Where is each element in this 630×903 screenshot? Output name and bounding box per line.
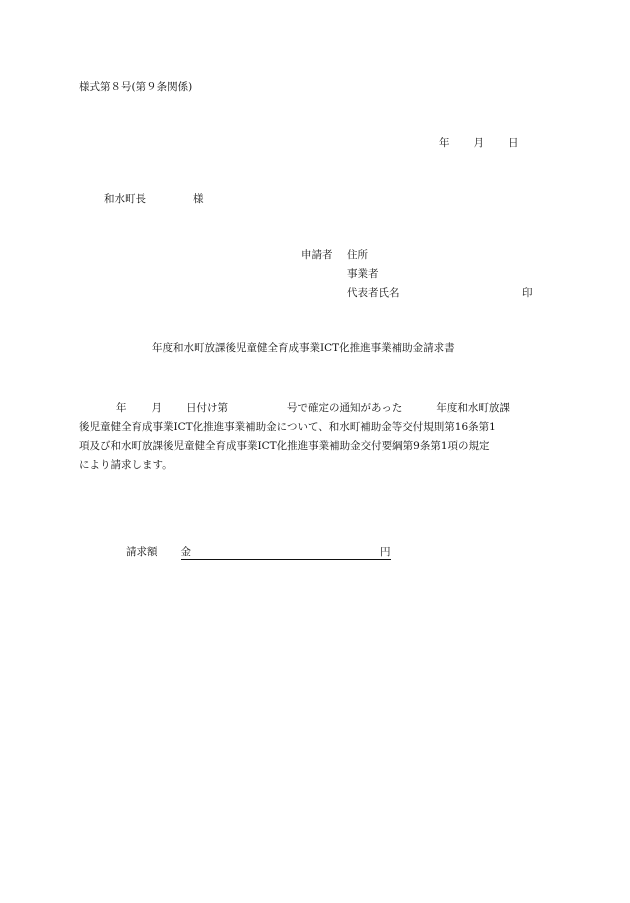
body-tail: 年度和水町放課	[436, 402, 510, 414]
addressee-honorific: 様	[193, 193, 204, 205]
body-line-2: 後児童健全育成事業ICT化推進事業補助金について、和水町補助金等交付規則第16条第1	[79, 421, 496, 433]
document-title: 年度和水町放課後児童健全育成事業ICT化推進事業補助金請求書	[152, 342, 455, 354]
claim-amount-field	[181, 547, 391, 560]
date-line	[439, 138, 519, 149]
date-month: 月	[473, 137, 484, 149]
body-number: 号で確定の通知があった	[287, 402, 403, 414]
date-day: 日	[508, 137, 519, 149]
applicant-label: 申請者	[301, 249, 333, 261]
body-line-3: 項及び和水町放課後児童健全育成事業ICT化推進事業補助金交付要綱第9条第1項の規定	[79, 440, 490, 452]
claim-line	[126, 547, 391, 560]
body-line-4: により請求します。	[79, 459, 173, 471]
addressee-recipient: 和水町長	[104, 193, 146, 205]
claim-label: 請求額	[126, 546, 158, 558]
body-paragraph	[79, 399, 549, 475]
addressee	[104, 194, 204, 205]
applicant-address-label: 住所	[347, 249, 368, 261]
body-line-1	[79, 399, 549, 418]
applicant-business-label: 事業者	[347, 268, 379, 280]
applicant-representative-label: 代表者氏名	[347, 287, 400, 299]
date-year: 年	[439, 137, 450, 149]
body-dated: 日付け第	[186, 402, 228, 414]
claim-prefix: 金	[180, 546, 191, 558]
body-month: 月	[151, 402, 162, 414]
seal-mark: 印	[522, 287, 533, 299]
claim-suffix: 円	[380, 546, 391, 558]
form-number: 様式第８号(第９条関係)	[79, 81, 193, 93]
body-year: 年	[116, 402, 127, 414]
